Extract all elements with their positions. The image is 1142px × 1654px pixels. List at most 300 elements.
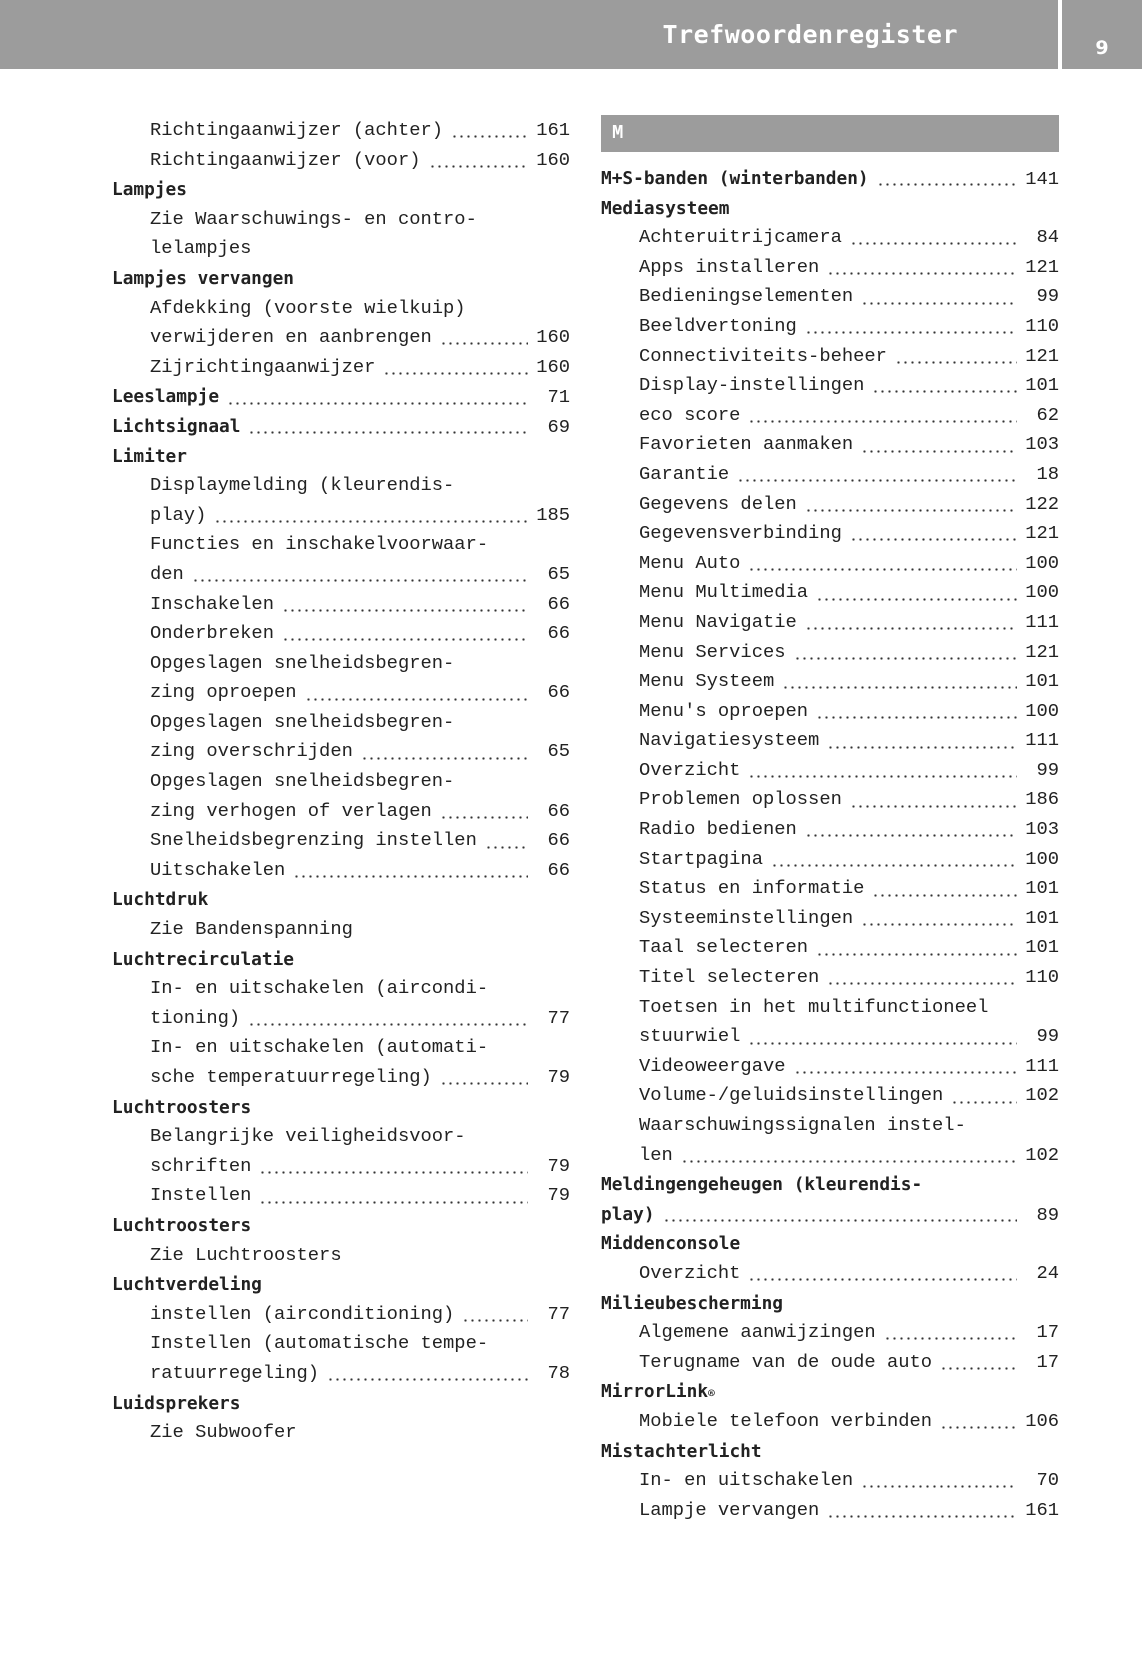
entry-term: In- en uitschakelen bbox=[639, 1469, 854, 1492]
index-entry-sub bbox=[112, 1418, 570, 1448]
entry-term: Menu Auto bbox=[639, 551, 741, 574]
page-reference: 121 bbox=[1025, 344, 1059, 367]
dot-leader bbox=[663, 1219, 1017, 1222]
page-reference: 66 bbox=[547, 858, 570, 881]
dot-leader bbox=[884, 1337, 1017, 1340]
dot-leader bbox=[816, 598, 1017, 601]
entry-term: play) bbox=[150, 503, 207, 526]
index-entry-sub bbox=[601, 815, 1059, 845]
entry-term: schriften bbox=[150, 1154, 252, 1177]
page-reference: 99 bbox=[1036, 1025, 1059, 1048]
dot-leader bbox=[737, 479, 1017, 482]
entry-term: Zie Subwoofer bbox=[150, 1421, 297, 1444]
entry-term: Inschakelen bbox=[150, 592, 274, 615]
page-reference: 101 bbox=[1025, 906, 1059, 929]
entry-term: Apps installeren bbox=[639, 255, 820, 278]
index-entry-sub bbox=[601, 253, 1059, 283]
index-entry-sub bbox=[112, 1033, 570, 1063]
index-entry-sub bbox=[601, 667, 1059, 697]
index-entry-sub bbox=[112, 1241, 570, 1271]
index-entry-sub bbox=[601, 223, 1059, 253]
dot-leader bbox=[327, 1378, 528, 1381]
index-entry-sub bbox=[112, 649, 570, 679]
dot-leader bbox=[440, 1082, 528, 1085]
entry-term: Luchtroosters bbox=[112, 1214, 252, 1236]
index-entry-sub bbox=[112, 471, 570, 501]
index-entry-sub bbox=[112, 1359, 570, 1389]
dot-leader bbox=[248, 431, 528, 434]
page-reference: 160 bbox=[536, 148, 570, 171]
entry-term: den bbox=[150, 562, 184, 585]
entry-term: Startpagina bbox=[639, 847, 763, 870]
dot-leader bbox=[305, 698, 528, 701]
page-reference: 17 bbox=[1036, 1350, 1059, 1373]
entry-term: Lichtsignaal bbox=[112, 415, 241, 437]
index-entry-heading bbox=[112, 382, 570, 412]
entry-term: Snelheidsbegrenzing instellen bbox=[150, 829, 477, 852]
entry-term: Garantie bbox=[639, 462, 730, 485]
index-entry-sub bbox=[112, 323, 570, 353]
index-entry-sub bbox=[112, 1300, 570, 1330]
index-entry-sub bbox=[601, 1052, 1059, 1082]
index-entry-sub bbox=[601, 1259, 1059, 1289]
index-entry-heading bbox=[112, 1093, 570, 1123]
entry-term: In- en uitschakelen (aircondi- bbox=[150, 977, 489, 1000]
page-reference: 110 bbox=[1025, 966, 1059, 989]
index-entry-sub bbox=[601, 1466, 1059, 1496]
index-entry-sub bbox=[601, 1022, 1059, 1052]
page-reference: 79 bbox=[547, 1184, 570, 1207]
page-reference: 100 bbox=[1025, 581, 1059, 604]
index-entry-sub bbox=[112, 501, 570, 531]
page-reference: 99 bbox=[1036, 285, 1059, 308]
page-reference: 121 bbox=[1025, 522, 1059, 545]
entry-term: Mobiele telefoon verbinden bbox=[639, 1409, 933, 1432]
index-entry-sub bbox=[601, 1141, 1059, 1171]
dot-leader bbox=[940, 1367, 1017, 1370]
index-entry-sub bbox=[112, 1004, 570, 1034]
index-entry-sub bbox=[112, 856, 570, 886]
page-reference: 111 bbox=[1025, 1054, 1059, 1077]
page-reference: 24 bbox=[1036, 1261, 1059, 1284]
index-entry-sub bbox=[112, 353, 570, 383]
entry-term: Lampjes bbox=[112, 179, 187, 201]
entry-term: Gegevensverbinding bbox=[639, 522, 842, 545]
dot-leader bbox=[282, 609, 528, 612]
index-entry-sub bbox=[112, 678, 570, 708]
entry-term: Volume-/geluidsinstellingen bbox=[639, 1084, 944, 1107]
page-reference: 62 bbox=[1036, 403, 1059, 426]
dot-leader bbox=[861, 1485, 1017, 1488]
page-reference: 101 bbox=[1025, 936, 1059, 959]
dot-leader bbox=[282, 638, 528, 641]
page-reference: 121 bbox=[1025, 640, 1059, 663]
entry-term: Milieubescherming bbox=[601, 1292, 783, 1314]
entry-term: Zie Bandenspanning bbox=[150, 918, 353, 941]
entry-term: Menu Navigatie bbox=[639, 610, 797, 633]
dot-leader bbox=[293, 875, 528, 878]
index-entry-sub bbox=[112, 1063, 570, 1093]
entry-term: Instellen bbox=[150, 1184, 252, 1207]
page-reference: 71 bbox=[547, 386, 570, 409]
index-entry-heading bbox=[601, 1437, 1059, 1467]
index-entry-heading bbox=[601, 1289, 1059, 1319]
entry-term: Limiter bbox=[112, 445, 187, 467]
dot-leader bbox=[214, 520, 528, 523]
dot-leader bbox=[429, 165, 529, 168]
entry-term: Middenconsole bbox=[601, 1233, 741, 1255]
page-reference: 111 bbox=[1025, 610, 1059, 633]
dot-leader bbox=[827, 272, 1017, 275]
page-reference: 66 bbox=[547, 829, 570, 852]
entry-term: Bedieningselementen bbox=[639, 285, 854, 308]
entry-term: tioning) bbox=[150, 1006, 241, 1029]
entry-term: Opgeslagen snelheidsbegren- bbox=[150, 651, 455, 674]
page-reference: 99 bbox=[1036, 758, 1059, 781]
dot-leader bbox=[794, 1071, 1017, 1074]
page-reference: 18 bbox=[1036, 462, 1059, 485]
entry-term: Opgeslagen snelheidsbegren- bbox=[150, 770, 455, 793]
page-reference: 65 bbox=[547, 562, 570, 585]
index-column-right bbox=[601, 115, 1059, 1525]
index-entry-heading bbox=[601, 1377, 1059, 1407]
index-entry-sub bbox=[601, 785, 1059, 815]
index-entry-sub bbox=[601, 1496, 1059, 1526]
entry-term: Systeeminstellingen bbox=[639, 906, 854, 929]
index-entry-sub bbox=[112, 590, 570, 620]
index-entry-sub bbox=[601, 697, 1059, 727]
entry-term: lelampjes bbox=[150, 237, 252, 260]
dot-leader bbox=[748, 775, 1017, 778]
index-entry-sub bbox=[601, 726, 1059, 756]
dot-leader bbox=[681, 1160, 1017, 1163]
index-entry-sub bbox=[601, 1111, 1059, 1141]
page-reference: 101 bbox=[1025, 877, 1059, 900]
entry-term: Menu Services bbox=[639, 640, 786, 663]
dot-leader bbox=[850, 805, 1017, 808]
page-reference: 84 bbox=[1036, 226, 1059, 249]
dot-leader bbox=[748, 1042, 1017, 1045]
dot-leader bbox=[940, 1426, 1017, 1429]
entry-term: Beeldvertoning bbox=[639, 314, 797, 337]
index-entry-sub bbox=[601, 933, 1059, 963]
dot-leader bbox=[794, 657, 1017, 660]
entry-term: Taal selecteren bbox=[639, 936, 809, 959]
page-reference: 102 bbox=[1025, 1143, 1059, 1166]
page-reference: 70 bbox=[1036, 1469, 1059, 1492]
entry-term: Meldingengeheugen (kleurendis- bbox=[601, 1174, 923, 1196]
entry-term: zing overschrijden bbox=[150, 740, 353, 763]
entry-term: Zie Waarschuwings- en contro- bbox=[150, 207, 477, 230]
page-reference: 103 bbox=[1025, 433, 1059, 456]
entry-term: play) bbox=[601, 1203, 655, 1225]
index-entry-heading bbox=[601, 164, 1059, 194]
dot-leader bbox=[440, 816, 528, 819]
dot-leader bbox=[451, 135, 528, 138]
index-entry-sub bbox=[601, 490, 1059, 520]
index-entry-sub bbox=[112, 530, 570, 560]
entry-term: Onderbreken bbox=[150, 622, 274, 645]
page-reference: 111 bbox=[1025, 729, 1059, 752]
dot-leader bbox=[805, 509, 1017, 512]
index-entry-heading bbox=[601, 194, 1059, 224]
entry-term: Gegevens delen bbox=[639, 492, 797, 515]
dot-leader bbox=[748, 1278, 1017, 1281]
entry-term: Videoweergave bbox=[639, 1054, 786, 1077]
entry-term: Overzicht bbox=[639, 1261, 741, 1284]
page-reference: 79 bbox=[547, 1066, 570, 1088]
dot-leader bbox=[877, 183, 1017, 186]
index-entry-sub bbox=[601, 549, 1059, 579]
entry-term: Afdekking (voorste wielkuip) bbox=[150, 296, 466, 319]
entry-term: zing verhogen of verlagen bbox=[150, 799, 432, 822]
index-entry-sub bbox=[112, 560, 570, 590]
dot-leader bbox=[462, 1319, 528, 1322]
entry-term: Richtingaanwijzer (voor) bbox=[150, 148, 421, 171]
entry-term: Terugname van de oude auto bbox=[639, 1350, 933, 1373]
entry-term: verwijderen en aanbrengen bbox=[150, 326, 432, 349]
index-entry-heading bbox=[112, 1270, 570, 1300]
index-entry-sub bbox=[601, 904, 1059, 934]
index-entry-sub bbox=[601, 1318, 1059, 1348]
entry-term: Belangrijke veiligheidsvoor- bbox=[150, 1125, 466, 1148]
index-entry-sub bbox=[112, 1329, 570, 1359]
dot-leader bbox=[192, 579, 528, 582]
entry-term: Mediasysteem bbox=[601, 197, 730, 219]
page-reference: 106 bbox=[1025, 1409, 1059, 1432]
index-entry-sub bbox=[601, 993, 1059, 1023]
entry-term: Uitschakelen bbox=[150, 858, 286, 881]
page-reference: 66 bbox=[547, 622, 570, 645]
index-entry-heading bbox=[112, 412, 570, 442]
dot-leader bbox=[816, 953, 1017, 956]
entry-term: Menu Systeem bbox=[639, 670, 775, 693]
entry-term: eco score bbox=[639, 403, 741, 426]
dot-leader bbox=[827, 982, 1017, 985]
dot-leader bbox=[951, 1101, 1017, 1104]
index-entry-sub bbox=[112, 826, 570, 856]
index-entry-sub bbox=[112, 116, 570, 146]
index-entry-heading bbox=[112, 442, 570, 472]
dot-leader bbox=[805, 834, 1017, 837]
dot-leader bbox=[782, 686, 1017, 689]
entry-term: Waarschuwingssignalen instel- bbox=[639, 1114, 966, 1136]
dot-leader bbox=[805, 627, 1017, 630]
index-entry-sub bbox=[112, 619, 570, 649]
index-entry-sub bbox=[112, 205, 570, 235]
index-entry-heading bbox=[112, 885, 570, 915]
entry-term: Opgeslagen snelheidsbegren- bbox=[150, 710, 455, 733]
index-entry-sub bbox=[601, 1081, 1059, 1111]
page-reference: 65 bbox=[547, 740, 570, 763]
dot-leader bbox=[895, 361, 1017, 364]
index-entry-sub bbox=[601, 401, 1059, 431]
entry-term: In- en uitschakelen (automati- bbox=[150, 1036, 489, 1059]
entry-term: Leeslampje bbox=[112, 386, 220, 408]
entry-term: Zijrichtingaanwijzer bbox=[150, 355, 376, 378]
section-title: Trefwoordenregister bbox=[662, 20, 958, 49]
page-reference: 101 bbox=[1025, 670, 1059, 693]
entry-term: sche temperatuurregeling) bbox=[150, 1066, 432, 1088]
page-reference: 122 bbox=[1025, 492, 1059, 515]
dot-leader bbox=[383, 372, 528, 375]
index-entry-sub bbox=[601, 638, 1059, 668]
page-reference: 186 bbox=[1025, 788, 1059, 811]
entry-term: Status en informatie bbox=[639, 877, 865, 900]
page-reference: 77 bbox=[547, 1302, 570, 1325]
index-entry-heading bbox=[601, 1170, 1059, 1200]
index-entry-sub bbox=[601, 1407, 1059, 1437]
dot-leader bbox=[748, 420, 1017, 423]
dot-leader bbox=[440, 342, 528, 345]
entry-term: instellen (airconditioning) bbox=[150, 1302, 455, 1325]
entry-term: Richtingaanwijzer (achter) bbox=[150, 119, 444, 141]
entry-term: Radio bedienen bbox=[639, 818, 797, 841]
entry-term: Luidsprekers bbox=[112, 1392, 241, 1414]
page-reference: 102 bbox=[1025, 1084, 1059, 1107]
page-reference: 66 bbox=[547, 681, 570, 704]
page-reference: 110 bbox=[1025, 314, 1059, 337]
entry-term: Problemen oplossen bbox=[639, 788, 842, 811]
index-entry-sub bbox=[601, 430, 1059, 460]
page-reference: 78 bbox=[547, 1361, 570, 1384]
page-reference: 17 bbox=[1036, 1321, 1059, 1344]
index-entry-sub bbox=[112, 1152, 570, 1182]
index-entry-sub bbox=[601, 608, 1059, 638]
entry-term: Displaymelding (kleurendis- bbox=[150, 474, 455, 497]
page-reference: 161 bbox=[1025, 1498, 1059, 1521]
entry-term: MirrorLink bbox=[601, 1381, 709, 1403]
dot-leader bbox=[748, 568, 1017, 571]
index-entry-sub bbox=[112, 797, 570, 827]
index-entry-heading bbox=[112, 1211, 570, 1241]
page-reference: 69 bbox=[547, 415, 570, 438]
dot-leader bbox=[805, 331, 1017, 334]
page-reference: 100 bbox=[1025, 847, 1059, 870]
entry-term: Toetsen in het multifunctioneel bbox=[639, 995, 989, 1018]
header-bar bbox=[0, 0, 1058, 69]
index-entry-heading bbox=[112, 945, 570, 975]
entry-term: Menu's oproepen bbox=[639, 699, 809, 722]
entry-term: len bbox=[639, 1143, 673, 1166]
index-entry-sub bbox=[601, 282, 1059, 312]
dot-leader bbox=[850, 538, 1017, 541]
dot-leader bbox=[227, 402, 528, 405]
index-entry-sub bbox=[112, 294, 570, 324]
index-entry-sub bbox=[112, 234, 570, 264]
index-entry-heading bbox=[112, 1389, 570, 1419]
dot-leader bbox=[485, 846, 528, 849]
index-entry-sub bbox=[112, 1122, 570, 1152]
dot-leader bbox=[827, 1515, 1017, 1518]
entry-term: Luchtverdeling bbox=[112, 1274, 262, 1296]
dot-leader bbox=[872, 390, 1017, 393]
page-reference: 100 bbox=[1025, 551, 1059, 574]
page-reference: 66 bbox=[547, 799, 570, 822]
index-entry-sub bbox=[112, 767, 570, 797]
page-reference: 100 bbox=[1025, 699, 1059, 722]
dot-leader bbox=[872, 894, 1017, 897]
index-entry-heading bbox=[601, 1229, 1059, 1259]
page-reference: 79 bbox=[547, 1154, 570, 1177]
index-entry-sub bbox=[112, 915, 570, 945]
page-reference: 66 bbox=[547, 592, 570, 615]
index-entry-sub bbox=[112, 146, 570, 176]
index-entry-sub bbox=[112, 974, 570, 1004]
dot-leader bbox=[771, 864, 1017, 867]
dot-leader bbox=[861, 450, 1017, 453]
index-entry-sub bbox=[112, 708, 570, 738]
entry-term: Overzicht bbox=[639, 758, 741, 781]
page-reference: 160 bbox=[536, 326, 570, 349]
index-entry-sub bbox=[112, 1181, 570, 1211]
index-entry-sub bbox=[601, 963, 1059, 993]
entry-term: Instellen (automatische tempe- bbox=[150, 1332, 489, 1355]
entry-term: Favorieten aanmaken bbox=[639, 433, 854, 456]
index-entry-heading bbox=[601, 1200, 1059, 1230]
entry-term: Lampje vervangen bbox=[639, 1498, 820, 1521]
page-reference: 89 bbox=[1036, 1203, 1059, 1226]
index-entry-sub bbox=[601, 756, 1059, 786]
dot-leader bbox=[827, 746, 1017, 749]
index-entry-heading bbox=[112, 264, 570, 294]
entry-term: Connectiviteits-beheer bbox=[639, 344, 887, 367]
entry-term: Luchtrecirculatie bbox=[112, 948, 294, 970]
page-reference: 141 bbox=[1025, 168, 1059, 190]
entry-term: Algemene aanwijzingen bbox=[639, 1321, 876, 1344]
index-entry-sub bbox=[601, 519, 1059, 549]
dot-leader bbox=[259, 1201, 528, 1204]
page-reference: 77 bbox=[547, 1006, 570, 1029]
dot-leader bbox=[361, 757, 528, 760]
index-entry-sub bbox=[112, 737, 570, 767]
dot-leader bbox=[259, 1171, 528, 1174]
index-entry-sub bbox=[601, 312, 1059, 342]
index-entry-sub bbox=[601, 342, 1059, 372]
index-entry-sub bbox=[601, 1348, 1059, 1378]
page-reference: 161 bbox=[536, 119, 570, 141]
dot-leader bbox=[816, 716, 1017, 719]
index-entry-sub bbox=[601, 578, 1059, 608]
entry-term: Functies en inschakelvoorwaar- bbox=[150, 533, 489, 556]
entry-term: stuurwiel bbox=[639, 1025, 741, 1048]
index-entry-sub bbox=[601, 460, 1059, 490]
dot-leader bbox=[861, 302, 1017, 305]
entry-term: Luchtroosters bbox=[112, 1096, 252, 1118]
dot-leader bbox=[861, 923, 1017, 926]
entry-term: Navigatiesysteem bbox=[639, 729, 820, 752]
index-column-left bbox=[112, 116, 570, 1448]
entry-term: M+S-banden (winterbanden) bbox=[601, 168, 869, 189]
entry-term: Luchtdruk bbox=[112, 889, 209, 911]
index-entry-sub bbox=[601, 874, 1059, 904]
entry-term: Zie Luchtroosters bbox=[150, 1243, 342, 1266]
dot-leader bbox=[850, 242, 1017, 245]
entry-term: ratuurregeling) bbox=[150, 1361, 320, 1384]
entry-term: Mistachterlicht bbox=[601, 1440, 762, 1462]
entry-term: Display-instellingen bbox=[639, 374, 865, 397]
entry-term: Achteruitrijcamera bbox=[639, 226, 842, 249]
page-reference: 185 bbox=[536, 503, 570, 526]
entry-term: Lampjes vervangen bbox=[112, 267, 294, 289]
page-number: 9 bbox=[1062, 0, 1142, 69]
entry-term: Titel selecteren bbox=[639, 966, 820, 989]
index-entry-sub bbox=[601, 845, 1059, 875]
page-reference: 103 bbox=[1025, 818, 1059, 841]
entry-term: Menu Multimedia bbox=[639, 581, 809, 604]
dot-leader bbox=[248, 1023, 528, 1026]
page-reference: 101 bbox=[1025, 374, 1059, 397]
